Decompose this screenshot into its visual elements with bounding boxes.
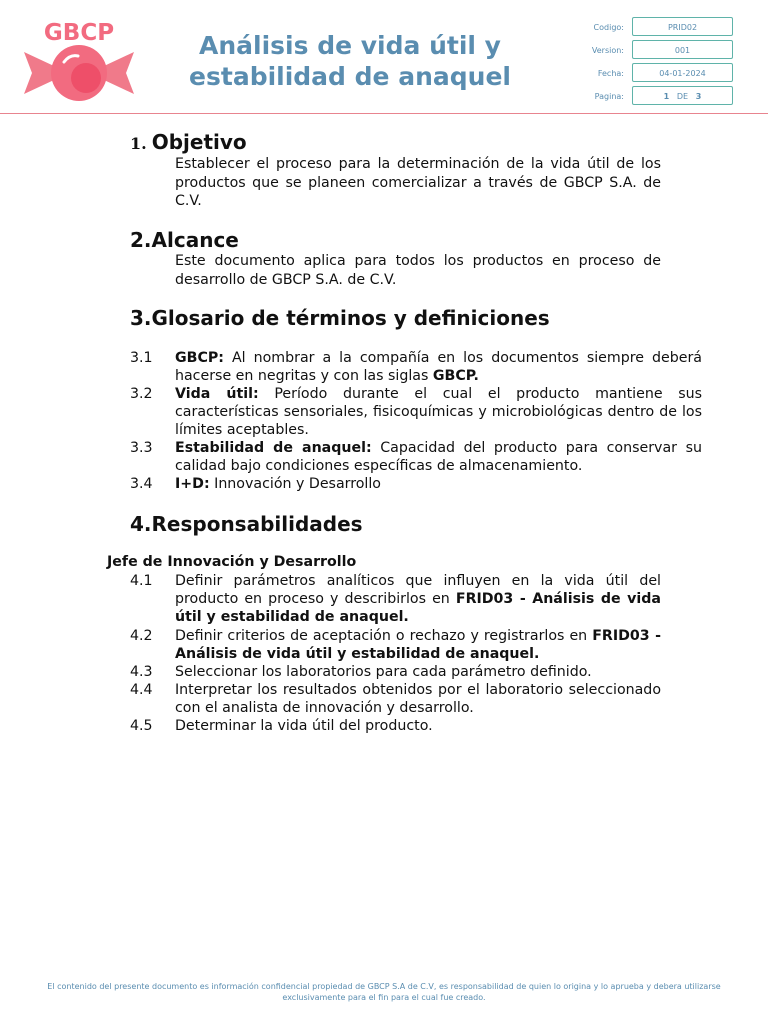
logo-wordmark: GBCP bbox=[43, 20, 115, 46]
codigo-label: Codigo: bbox=[593, 23, 624, 32]
page-separator: DE bbox=[676, 92, 689, 101]
codigo-value: PRID02 bbox=[632, 17, 733, 36]
item-text: Definir criterios de aceptación o rechazo y registrarlos en FRID03 - Análisis de vida útil y estabilidad de anaquel. bbox=[175, 628, 661, 662]
item-text bbox=[175, 475, 702, 493]
fecha-label: Fecha: bbox=[597, 69, 624, 78]
alcance-text: Este documento aplica para todos los productos en proceso de desarrollo de GBCP S.A. de C.V. bbox=[175, 253, 661, 288]
item-number: 3.4 bbox=[130, 476, 153, 492]
confidentiality-footer: El contenido del presente documento es información confidencial propiedad de GBCP S.A de C.V, es responsabilidad de quien lo origina y lo aprueba y debera utilizarse exclusivamente para el fin para el cual fue creado. bbox=[47, 982, 721, 1002]
term: GBCP: bbox=[175, 350, 224, 366]
section-number: 1. bbox=[130, 134, 147, 153]
document-header bbox=[0, 0, 768, 114]
role-subtitle: Jefe de Innovación y Desarrollo bbox=[107, 554, 357, 570]
item-text: Seleccionar los laboratorios para cada parámetro definido. bbox=[175, 664, 592, 680]
codigo-row bbox=[560, 17, 740, 39]
version-label: Version: bbox=[591, 46, 624, 55]
term: I+D: bbox=[175, 476, 210, 492]
term: Vida útil: bbox=[175, 386, 259, 402]
definition: Al nombrar a la compañía en los documentos siempre deberá hacerse en negritas y con las siglas bbox=[175, 350, 702, 384]
pagina-label: Pagina: bbox=[594, 92, 624, 101]
definition: Período durante el cual el producto mantiene sus características sensoriales, fisicoquímicas y microbiológicas dentro de los límites aceptables. bbox=[175, 386, 702, 438]
item-number: 3.1 bbox=[130, 350, 153, 366]
item-number: 4.4 bbox=[130, 682, 153, 698]
form-reference: FRID03 - Análisis de vida útil y estabilidad de anaquel. bbox=[175, 628, 661, 662]
section-number: 3. bbox=[130, 306, 152, 330]
term: Estabilidad de anaquel: bbox=[175, 440, 372, 456]
page-current: 1 bbox=[663, 92, 670, 101]
definition: Capacidad del producto para conservar su calidad bajo condiciones específicas de almacenamiento. bbox=[175, 440, 702, 474]
objetivo-text: Establecer el proceso para la determinación de la vida útil de los productos que se planeen comercializar a través de GBCP S.A. de C.V. bbox=[175, 156, 661, 209]
item-number: 4.5 bbox=[130, 718, 153, 734]
gbcp-candy-logo bbox=[20, 14, 138, 104]
section-number: 4. bbox=[130, 512, 152, 536]
section-objetivo-heading bbox=[130, 130, 247, 154]
item-text bbox=[175, 385, 702, 439]
item-number: 4.1 bbox=[130, 573, 153, 589]
section-title: Responsabilidades bbox=[151, 512, 363, 536]
section-glosario-heading bbox=[130, 306, 550, 330]
pagina-row bbox=[560, 86, 740, 108]
version-value: 001 bbox=[632, 40, 733, 59]
item-text: Interpretar los resultados obtenidos por el laboratorio seleccionado con el analista de innovación y desarrollo. bbox=[175, 682, 661, 716]
version-row bbox=[560, 40, 740, 62]
item-number: 3.3 bbox=[130, 440, 153, 456]
item-text: Definir parámetros analíticos que influyen en la vida útil del producto en proceso y describirlos en FRID03 - Análisis de vida útil y estabilidad de anaquel. bbox=[175, 573, 661, 625]
item-text bbox=[175, 439, 702, 475]
pagina-value bbox=[632, 86, 733, 105]
term-tail: GBCP. bbox=[432, 368, 479, 384]
fecha-value: 04-01-2024 bbox=[632, 63, 733, 82]
section-alcance-heading bbox=[130, 228, 239, 252]
section-title: Glosario de términos y definiciones bbox=[151, 306, 550, 330]
item-text: Determinar la vida útil del producto. bbox=[175, 718, 433, 734]
form-reference: FRID03 - Análisis de vida útil y estabilidad de anaquel. bbox=[175, 591, 661, 625]
section-number: 2. bbox=[130, 228, 152, 252]
section-title: Objetivo bbox=[151, 130, 247, 154]
definition: Innovación y Desarrollo bbox=[209, 476, 381, 492]
section-responsabilidades-heading bbox=[130, 512, 363, 536]
item-text bbox=[175, 349, 702, 385]
fecha-row bbox=[560, 63, 740, 85]
item-number: 3.2 bbox=[130, 386, 153, 402]
section-title: Alcance bbox=[151, 228, 239, 252]
page-total: 3 bbox=[695, 92, 702, 101]
item-number: 4.3 bbox=[130, 664, 153, 680]
document-title: Análisis de vida útil y estabilidad de anaquel bbox=[189, 31, 511, 91]
item-number: 4.2 bbox=[130, 628, 153, 644]
